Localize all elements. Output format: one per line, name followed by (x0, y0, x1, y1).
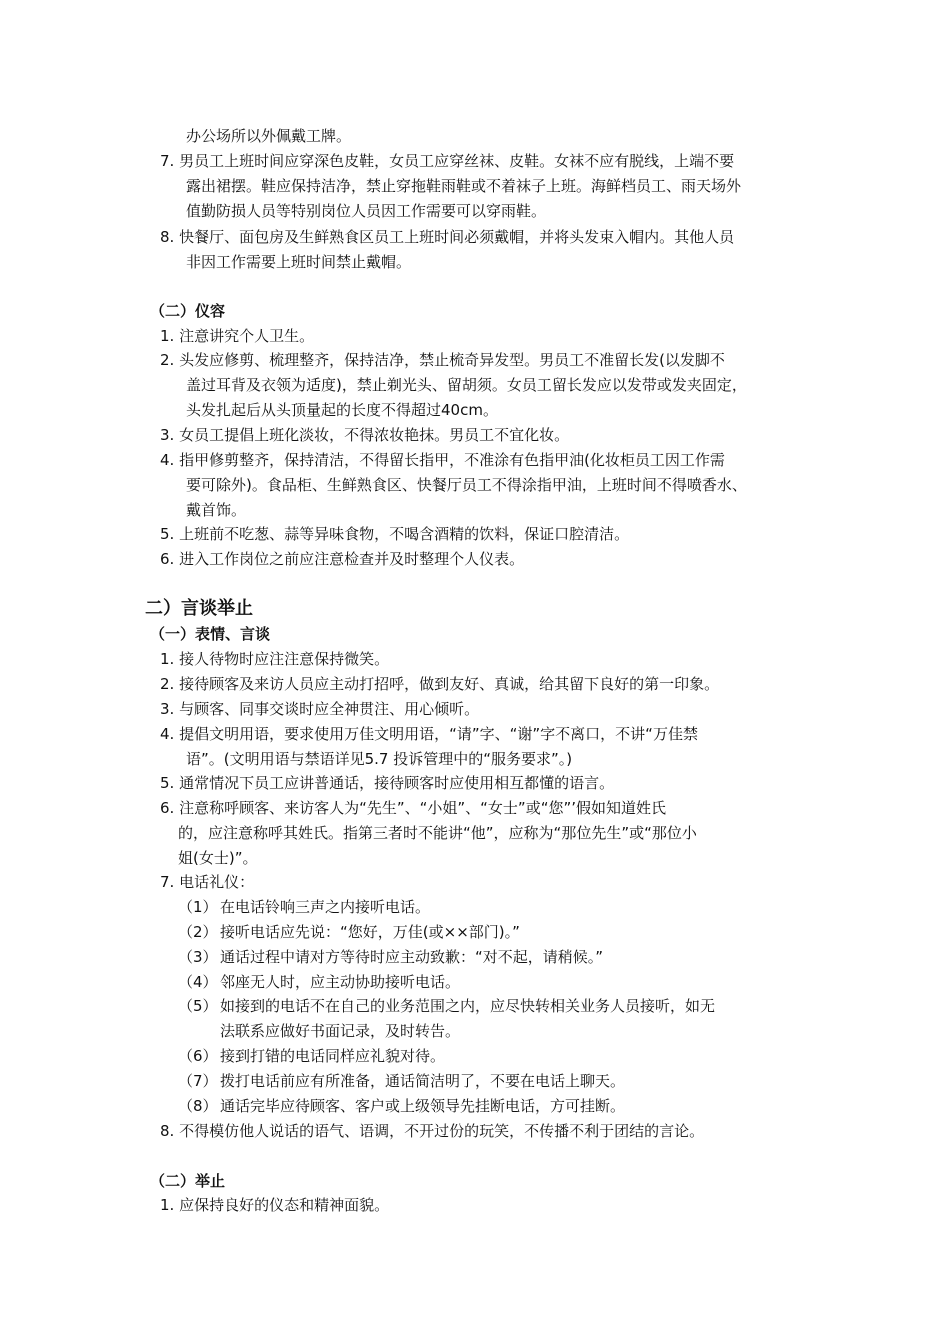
list-item-8: 8. 快餐厅、面包房及生鲜熟食区员工上班时间必须戴帽，并将头发束入帽内。其他人员 (160, 228, 735, 246)
section-title: 二）言谈举止 (145, 598, 253, 619)
sub-item-text: 拨打电话前应有所准备，通话简洁明了，不要在电话上聊天。 (220, 1072, 626, 1090)
list-item: 6. 注意称呼顾客、来访客人为“先生”、“小姐”、“女士”或“您”’假如知道姓氏 (160, 799, 667, 817)
list-item-cont: 语”。(文明用语与禁语详见5.7 投诉管理中的“服务要求”。) (186, 750, 573, 768)
paragraph-line: 办公场所以外佩戴工牌。 (186, 127, 352, 145)
list-item: 1. 注意讲究个人卫生。 (160, 327, 315, 345)
sub-item-number: （2） (178, 923, 218, 941)
list-item-cont: 盖过耳背及衣领为适度)，禁止剃光头、留胡须。女员工留长发应以发带或发夹固定， (186, 376, 747, 394)
list-item: 4. 指甲修剪整齐，保持清洁，不得留长指甲，不准涂有色指甲油(化妆柜员工因工作需 (160, 451, 725, 469)
list-item: 6. 进入工作岗位之前应注意检查并及时整理个人仪表。 (160, 550, 525, 568)
list-item-cont: 戴首饰。 (186, 501, 247, 519)
list-item: 2. 接待顾客及来访人员应主动打招呼，做到友好、真诚，给其留下良好的第一印象。 (160, 675, 720, 693)
sub-item-text: 如接到的电话不在自己的业务范围之内，应尽快转相关业务人员接听，如无 (220, 997, 716, 1015)
list-item-cont: 头发扎起后从头顶量起的长度不得超过40cm。 (186, 401, 498, 419)
list-item-7: 7. 男员工上班时间应穿深色皮鞋，女员工应穿丝袜、皮鞋。女袜不应有脱线，上端不要 (160, 152, 735, 170)
sub-item-text-cont: 法联系应做好书面记录，及时转告。 (220, 1022, 461, 1040)
sub-item-number: （1） (178, 898, 218, 916)
list-item: 3. 与顾客、同事交谈时应全神贯注、用心倾听。 (160, 700, 480, 718)
list-item-7-cont: 露出裙摆。鞋应保持洁净，禁止穿拖鞋雨鞋或不着袜子上班。海鲜档员工、雨天场外 (186, 177, 742, 195)
sub-item-number: （6） (178, 1047, 218, 1065)
list-item: 2. 头发应修剪、梳理整齐，保持洁净，禁止梳奇异发型。男员工不准留长发(以发脚不 (160, 351, 725, 369)
sub-item-text: 接到打错的电话同样应礼貌对待。 (220, 1047, 446, 1065)
sub-item-text: 在电话铃响三声之内接听电话。 (220, 898, 431, 916)
sub-item-number: （8） (178, 1097, 218, 1115)
sub-item-text: 通话过程中请对方等待时应主动致歉：“对不起，请稍候。” (220, 948, 604, 966)
list-item-8-cont: 非因工作需要上班时间禁止戴帽。 (186, 253, 412, 271)
subsection-heading: （二）举止 (150, 1172, 226, 1190)
sub-item-number: （5） (178, 997, 218, 1015)
list-item-7-cont: 值勤防损人员等特别岗位人员因工作需要可以穿雨鞋。 (186, 202, 547, 220)
list-item: 1. 应保持良好的仪态和精神面貌。 (160, 1196, 390, 1214)
list-item-cont: 要可除外)。食品柜、生鲜熟食区、快餐厅员工不得涂指甲油，上班时间不得喷香水、 (186, 476, 747, 494)
section-heading: （二）仪容 (150, 302, 226, 320)
sub-item-number: （7） (178, 1072, 218, 1090)
list-item: 8. 不得模仿他人说话的语气、语调，不开过份的玩笑，不传播不利于团结的言论。 (160, 1122, 705, 1140)
list-item: 5. 上班前不吃葱、蒜等异味食物，不喝含酒精的饮料，保证口腔清洁。 (160, 525, 630, 543)
list-item: 3. 女员工提倡上班化淡妆，不得浓妆艳抹。男员工不宜化妆。 (160, 426, 570, 444)
list-item-cont: 的，应注意称呼其姓氏。指第三者时不能讲“他”，应称为“那位先生”或“那位小 (178, 824, 697, 842)
sub-item-number: （3） (178, 948, 218, 966)
list-item: 7. 电话礼仪： (160, 873, 255, 891)
list-item: 4. 提倡文明用语，要求使用万佳文明用语，“请”字、“谢”字不离口，不讲“万佳禁 (160, 725, 698, 743)
sub-item-text: 通话完毕应待顾客、客户或上级领导先挂断电话，方可挂断。 (220, 1097, 626, 1115)
sub-item-text: 接听电话应先说：“您好，万佳(或××部门)。” (220, 923, 520, 941)
list-item-cont: 姐(女士)”。 (178, 849, 258, 867)
list-item: 1. 接人待物时应注注意保持微笑。 (160, 650, 390, 668)
subsection-heading: （一）表情、言谈 (150, 625, 271, 643)
sub-item-number: （4） (178, 973, 218, 991)
list-item: 5. 通常情况下员工应讲普通话，接待顾客时应使用相互都懂的语言。 (160, 774, 615, 792)
sub-item-text: 邻座无人时，应主动协助接听电话。 (220, 973, 461, 991)
